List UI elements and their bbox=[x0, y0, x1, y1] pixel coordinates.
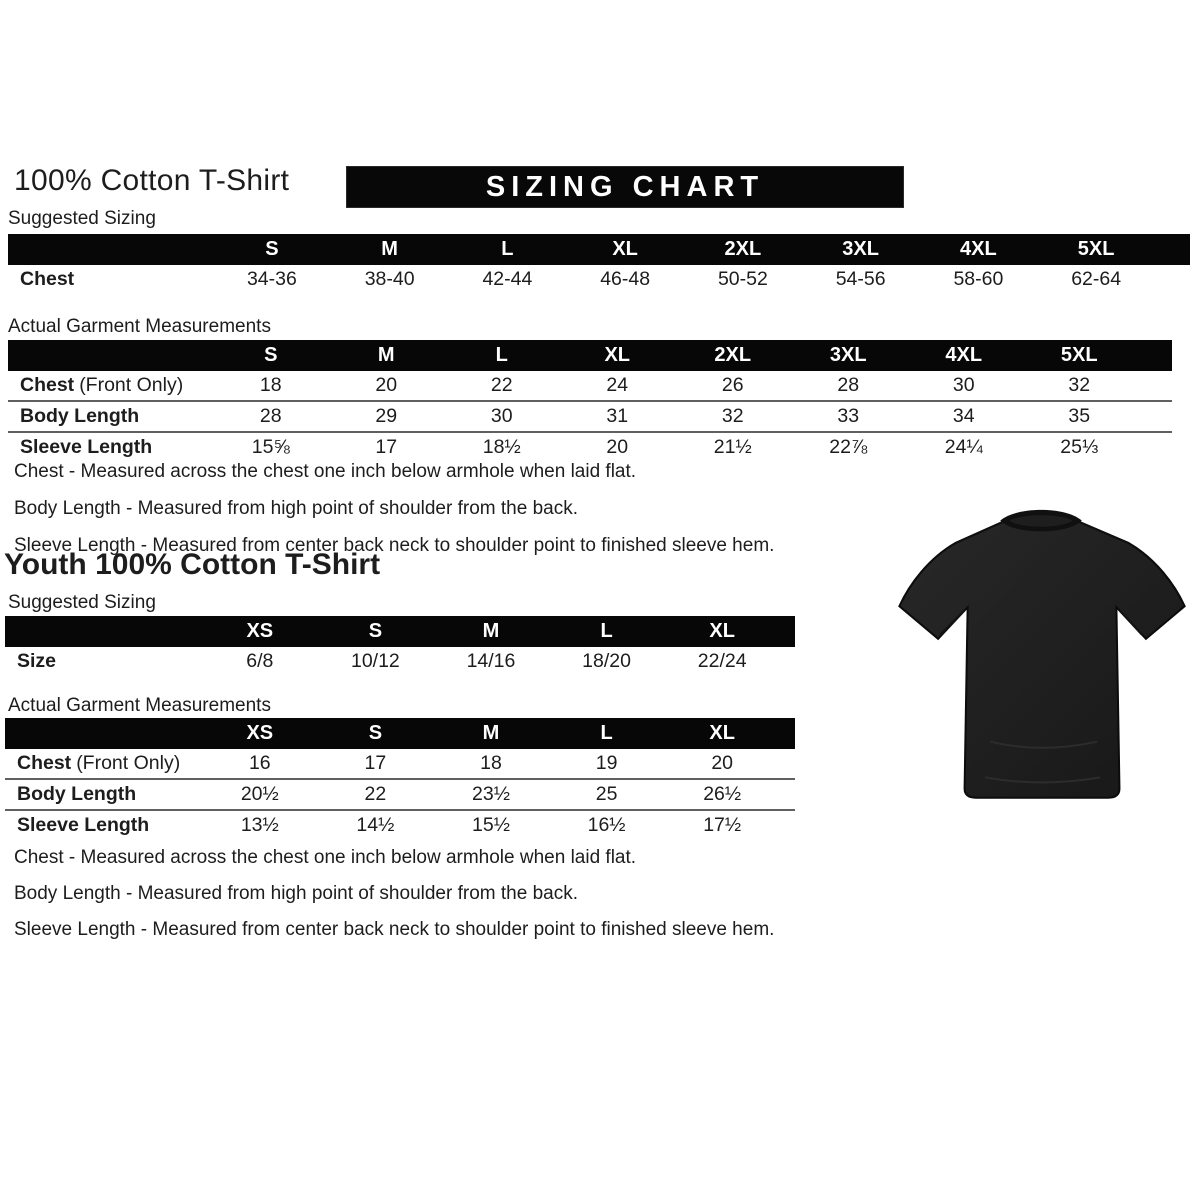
cell: 58-60 bbox=[953, 268, 1004, 290]
cell: 15⅝ bbox=[251, 436, 290, 458]
size-col-header: 4XL bbox=[945, 344, 983, 366]
size-col-header: L bbox=[495, 344, 508, 366]
youth-actual-header-row bbox=[5, 718, 795, 749]
cell: 35 bbox=[1068, 405, 1091, 427]
cell: 20 bbox=[711, 752, 734, 774]
adult-actual-measurements-label: Actual Garment Measurements bbox=[8, 316, 271, 337]
size-col-header: S bbox=[368, 722, 383, 744]
cell: 25 bbox=[595, 783, 618, 805]
cell: 17 bbox=[375, 436, 398, 458]
cell: 24¼ bbox=[944, 436, 983, 458]
cell: 21½ bbox=[713, 436, 752, 458]
cell: 18½ bbox=[482, 436, 521, 458]
size-col-header: 5XL bbox=[1077, 238, 1115, 260]
sizing-chart-banner bbox=[346, 166, 904, 208]
tshirt-body bbox=[899, 513, 1184, 797]
cell: 24 bbox=[606, 374, 629, 396]
size-col-header: 4XL bbox=[960, 238, 997, 260]
table-row bbox=[8, 400, 1172, 431]
cell: 18/20 bbox=[582, 650, 631, 672]
cell: 25⅓ bbox=[1060, 436, 1099, 458]
note-line: Chest - Measured across the chest one inch below armhole when laid flat. bbox=[14, 461, 637, 482]
size-col-header: S bbox=[368, 620, 383, 642]
size-col-header: S bbox=[265, 238, 279, 260]
size-col-header: M bbox=[381, 238, 398, 260]
page-title: 100% Cotton T-Shirt bbox=[14, 164, 290, 197]
cell: 20½ bbox=[240, 783, 279, 805]
table-row bbox=[5, 647, 795, 676]
cell: 22/24 bbox=[697, 650, 747, 672]
cell: 18 bbox=[259, 374, 282, 396]
cell: 30 bbox=[952, 374, 975, 396]
youth-measurement-notes bbox=[14, 840, 774, 948]
cell: 26 bbox=[721, 374, 744, 396]
cell: 32 bbox=[721, 405, 744, 427]
cell: 28 bbox=[837, 374, 860, 396]
sizing-chart-banner-text: SIZING CHART bbox=[485, 170, 765, 203]
adult-suggested-header-row bbox=[8, 234, 1190, 265]
row-label: Sleeve Length bbox=[17, 814, 150, 836]
cell: 14/16 bbox=[466, 650, 516, 672]
cell: 26½ bbox=[703, 783, 742, 805]
cell: 23½ bbox=[472, 783, 510, 805]
table-row bbox=[5, 778, 795, 809]
note-line: Body Length - Measured from high point of shoulder from the back. bbox=[14, 498, 578, 519]
note-line: Sleeve Length - Measured from center back neck to shoulder point to finished sleeve hem. bbox=[14, 919, 775, 940]
note-line: Sleeve Length - Measured from center back neck to shoulder point to finished sleeve hem. bbox=[14, 535, 775, 556]
cell: 38-40 bbox=[364, 268, 415, 290]
cell: 22 bbox=[364, 783, 387, 805]
cell: 33 bbox=[837, 405, 860, 427]
cell: 15½ bbox=[472, 814, 510, 836]
adult-suggested-sizing-table bbox=[8, 234, 1190, 294]
cell: 46-48 bbox=[600, 268, 651, 290]
cell: 28 bbox=[259, 405, 282, 427]
black-tshirt-image bbox=[888, 487, 1194, 813]
row-label: Body Length bbox=[20, 405, 140, 427]
size-col-header: XL bbox=[604, 344, 631, 366]
adult-suggested-sizing-label: Suggested Sizing bbox=[8, 208, 156, 229]
size-col-header: S bbox=[264, 344, 278, 366]
cell: 14½ bbox=[356, 814, 395, 836]
cell: 13½ bbox=[240, 814, 279, 836]
size-col-header: XL bbox=[709, 722, 735, 744]
cell: 32 bbox=[1068, 374, 1091, 396]
cell: 16 bbox=[248, 752, 271, 774]
cell: 6/8 bbox=[246, 650, 274, 672]
size-col-header: M bbox=[377, 344, 395, 366]
cell: 16½ bbox=[587, 814, 626, 836]
youth-suggested-header-row bbox=[5, 616, 795, 647]
table-row bbox=[8, 265, 1190, 294]
size-col-header: XS bbox=[246, 620, 274, 642]
youth-suggested-sizing-label: Suggested Sizing bbox=[8, 592, 156, 613]
youth-actual-measurements-label: Actual Garment Measurements bbox=[8, 695, 271, 716]
table-row bbox=[5, 809, 795, 840]
size-col-header: 2XL bbox=[724, 238, 762, 260]
table-row bbox=[8, 371, 1172, 400]
row-label: Body Length bbox=[17, 783, 137, 805]
cell: 17 bbox=[364, 752, 387, 774]
size-col-header: M bbox=[482, 620, 500, 642]
cell: 34 bbox=[952, 405, 975, 427]
size-col-header: XS bbox=[246, 722, 274, 744]
cell: 42-44 bbox=[482, 268, 533, 290]
size-col-header: XL bbox=[709, 620, 735, 642]
cell: 54-56 bbox=[835, 268, 886, 290]
cell: 10/12 bbox=[350, 650, 400, 672]
size-col-header: L bbox=[600, 722, 613, 744]
youth-suggested-sizing-table bbox=[5, 616, 795, 676]
cell: 17½ bbox=[703, 814, 742, 836]
cell: 22⅞ bbox=[829, 436, 868, 458]
table-row bbox=[5, 749, 795, 778]
youth-actual-measurements-table bbox=[5, 718, 795, 840]
youth-section-title: Youth 100% Cotton T-Shirt bbox=[4, 548, 381, 581]
cell: 34-36 bbox=[246, 268, 297, 290]
row-label: Sleeve Length bbox=[20, 436, 153, 458]
adult-actual-header-row bbox=[8, 340, 1172, 371]
cell: 29 bbox=[375, 405, 398, 427]
size-col-header: M bbox=[482, 722, 500, 744]
size-col-header: XL bbox=[612, 238, 638, 260]
cell: 22 bbox=[490, 374, 513, 396]
cell: 30 bbox=[490, 405, 513, 427]
size-col-header: L bbox=[600, 620, 613, 642]
row-label: Chest bbox=[20, 268, 75, 290]
cell: 31 bbox=[606, 405, 629, 427]
row-label: Chest (Front Only) bbox=[20, 374, 184, 396]
note-line: Chest - Measured across the chest one inch below armhole when laid flat. bbox=[14, 847, 637, 868]
note-line: Body Length - Measured from high point of shoulder from the back. bbox=[14, 883, 578, 904]
size-col-header: 3XL bbox=[829, 344, 867, 366]
size-col-header: 2XL bbox=[714, 344, 752, 366]
size-col-header: 5XL bbox=[1060, 344, 1098, 366]
cell: 18 bbox=[480, 752, 502, 774]
size-col-header: 3XL bbox=[842, 238, 879, 260]
cell: 19 bbox=[595, 752, 618, 774]
cell: 50-52 bbox=[717, 268, 768, 290]
adult-actual-measurements-table bbox=[8, 340, 1172, 462]
cell: 62-64 bbox=[1071, 268, 1122, 290]
row-label: Size bbox=[17, 650, 57, 672]
cell: 20 bbox=[375, 374, 398, 396]
row-label: Chest (Front Only) bbox=[17, 752, 181, 774]
size-col-header: L bbox=[501, 238, 514, 260]
cell: 20 bbox=[606, 436, 629, 458]
